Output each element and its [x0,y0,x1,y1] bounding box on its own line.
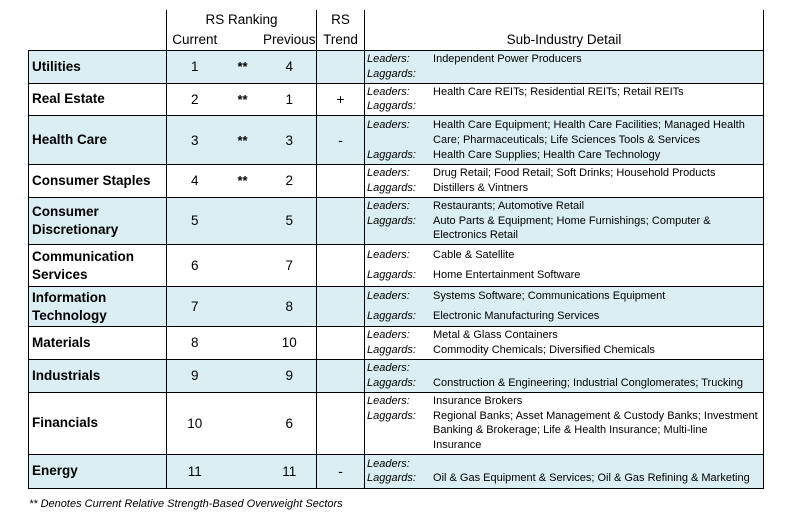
laggards-label [367,423,433,438]
sector-ranking-table-container [28,10,763,489]
laggards-text: Regional Banks; Asset Management & Custody Banks; Investment [433,409,758,422]
table-row [29,51,764,84]
laggards-line [367,214,763,229]
footnote: ** Denotes Current Relative Strength-Based Overweight Sectors [29,498,343,510]
previous-rank: 4 [263,51,317,84]
laggards-label: Laggards: [367,409,416,422]
laggards-line [367,343,763,358]
table-row [29,116,764,165]
previous-rank: 10 [263,327,317,360]
current-rank: 2 [167,83,223,116]
laggards-text [433,99,763,114]
current-rank: 6 [167,245,223,287]
laggards-text: Electronic Manufacturing Services [433,310,600,323]
overweight-marker: ** [223,165,263,198]
sub-industry-detail [365,197,764,244]
rs-trend: - [317,454,365,488]
laggards-label: Laggards: [367,214,416,227]
laggards-label: Laggards: [367,67,416,80]
table-row [29,245,764,287]
previous-rank: 1 [263,83,317,116]
table-row [29,287,764,327]
leaders-line [367,133,763,148]
leaders-line [367,85,763,100]
leaders-text: Insurance Brokers [433,394,523,407]
header-sector-blank [29,10,167,30]
sector-name: Real Estate [29,83,167,116]
leaders-text [433,361,763,376]
overweight-marker [223,359,263,392]
laggards-label: Laggards: [367,310,416,323]
current-rank: 1 [167,51,223,84]
current-rank: 7 [167,287,223,327]
rs-trend [317,327,365,360]
rs-trend [317,245,365,287]
laggards-line [367,471,763,486]
laggards-text: Construction & Engineering; Industrial Conglomerates; Trucking [433,376,744,389]
header-star-blank [223,30,263,51]
laggards-line [367,268,763,283]
laggards-text: Home Entertainment Software [433,269,581,282]
leaders-text: Care; Pharmaceuticals; Life Sciences Tools & Services [433,133,700,146]
table-row [29,454,764,488]
current-rank: 5 [167,197,223,244]
sub-industry-detail [365,165,764,198]
laggards-line [367,438,763,453]
current-rank: 4 [167,165,223,198]
sector-ranking-table [28,10,764,489]
rs-trend [317,165,365,198]
leaders-text: Restaurants; Automotive Retail [433,199,585,212]
sector-name-line: Information [32,289,107,305]
leaders-label: Leaders: [367,85,410,98]
overweight-marker [223,245,263,287]
sector-name: Energy [29,454,167,488]
previous-rank: 7 [263,245,317,287]
laggards-text: Commodity Chemicals; Diversified Chemicals [433,343,655,356]
leaders-line [367,199,763,214]
previous-rank: 11 [263,454,317,488]
table-row [29,327,764,360]
current-rank: 11 [167,454,223,488]
header-sector-blank-2 [29,30,167,51]
leaders-text: Drug Retail; Food Retail; Soft Drinks; Household Products [433,167,716,180]
laggards-text: Auto Parts & Equipment; Home Furnishings; Computer & [433,214,711,227]
rs-trend [317,392,365,454]
overweight-marker: ** [223,83,263,116]
leaders-label: Leaders: [367,457,410,470]
current-rank: 3 [167,116,223,165]
sub-industry-detail [365,245,764,287]
sub-industry-detail [365,359,764,392]
leaders-text: Cable & Satellite [433,249,515,262]
sector-name: Consumer Staples [29,165,167,198]
previous-rank: 9 [263,359,317,392]
sector-name-line: Communication [32,248,135,264]
sector-name-line: Services [32,266,88,282]
laggards-text: Health Care Supplies; Health Care Technology [433,148,661,161]
current-rank: 8 [167,327,223,360]
overweight-marker [223,197,263,244]
sector-name-line: Technology [32,307,107,323]
table-row [29,392,764,454]
rs-trend: + [317,83,365,116]
leaders-text: Independent Power Producers [433,53,582,65]
table-row [29,197,764,244]
leaders-line [367,457,763,472]
sector-name [29,287,167,327]
table-body [29,51,764,489]
leaders-text: Health Care Equipment; Health Care Facilities; Managed Health [433,118,745,131]
leaders-line [367,394,763,409]
sector-name: Financials [29,392,167,454]
laggards-label [367,438,433,453]
table-row [29,83,764,116]
laggards-line [367,148,763,163]
overweight-marker [223,287,263,327]
sub-industry-detail [365,392,764,454]
laggards-text: Distillers & Vintners [433,181,529,194]
laggards-label: Laggards: [367,100,416,113]
leaders-label: Leaders: [367,167,410,180]
overweight-marker: ** [223,51,263,84]
table-row [29,165,764,198]
sub-industry-detail [365,287,764,327]
laggards-label: Laggards: [367,148,416,161]
laggards-line [367,423,763,438]
leaders-line [367,248,763,263]
sub-industry-detail [365,83,764,116]
leaders-line [367,52,763,67]
header-trend: Trend [317,30,365,51]
leaders-line [367,289,763,304]
leaders-text: Systems Software; Communications Equipment [433,290,666,303]
overweight-marker [223,327,263,360]
leaders-line [367,166,763,181]
laggards-line [367,376,763,391]
sub-industry-detail [365,454,764,488]
leaders-label [367,133,433,148]
laggards-text [433,67,763,82]
sub-industry-detail [365,116,764,165]
sector-name: Industrials [29,359,167,392]
leaders-label: Leaders: [367,118,410,131]
laggards-label: Laggards: [367,343,416,356]
current-rank: 10 [167,392,223,454]
previous-rank: 2 [263,165,317,198]
laggards-label [367,228,433,243]
laggards-label: Laggards: [367,269,416,282]
sector-name: Health Care [29,116,167,165]
leaders-label: Leaders: [367,329,410,342]
laggards-line [367,181,763,196]
laggards-line [367,99,763,114]
rs-trend [317,287,365,327]
header-detail-blank [365,10,764,30]
sector-name [29,245,167,287]
laggards-text: Banking & Brokerage; Life & Health Insurance; Multi-line [433,424,708,437]
sub-industry-detail [365,51,764,84]
header-current: Current [167,30,223,51]
laggards-text: Oil & Gas Equipment & Services; Oil & Gas Refining & Marketing [433,472,750,485]
header-rs-ranking: RS Ranking [167,10,317,30]
overweight-marker: ** [223,116,263,165]
leaders-text: Metal & Glass Containers [433,329,558,342]
overweight-marker [223,454,263,488]
laggards-label: Laggards: [367,181,416,194]
sector-name: Utilities [29,51,167,84]
sector-name [29,197,167,244]
rs-trend [317,197,365,244]
previous-rank: 3 [263,116,317,165]
leaders-label: Leaders: [367,249,410,262]
previous-rank: 6 [263,392,317,454]
sector-name: Materials [29,327,167,360]
laggards-line [367,228,763,243]
leaders-label: Leaders: [367,290,410,303]
leaders-label: Leaders: [367,361,410,374]
leaders-line [367,118,763,133]
rs-trend [317,359,365,392]
header-sub-industry-detail: Sub-Industry Detail [365,30,764,51]
leaders-label: Leaders: [367,394,410,407]
laggards-label: Laggards: [367,472,416,485]
rs-trend [317,51,365,84]
header-previous: Previous [263,30,317,51]
leaders-line [367,328,763,343]
laggards-label: Laggards: [367,376,416,389]
previous-rank: 8 [263,287,317,327]
laggards-text: Insurance [433,439,482,452]
laggards-line [367,67,763,82]
overweight-marker [223,392,263,454]
leaders-label: Leaders: [367,199,410,212]
header-row-top [29,10,764,30]
laggards-line [367,309,763,324]
sub-industry-detail [365,327,764,360]
rs-trend: - [317,116,365,165]
header-row-bottom [29,30,764,51]
leaders-text: Health Care REITs; Residential REITs; Retail REITs [433,85,684,98]
leaders-text [433,457,763,472]
laggards-line [367,409,763,424]
laggards-text: Electronics Retail [433,229,518,242]
sector-name-line: Consumer [32,203,99,219]
leaders-line [367,361,763,376]
current-rank: 9 [167,359,223,392]
leaders-label: Leaders: [367,53,410,65]
table-row [29,359,764,392]
previous-rank: 5 [263,197,317,244]
header-rs: RS [317,10,365,30]
sector-name-line: Discretionary [32,221,119,237]
